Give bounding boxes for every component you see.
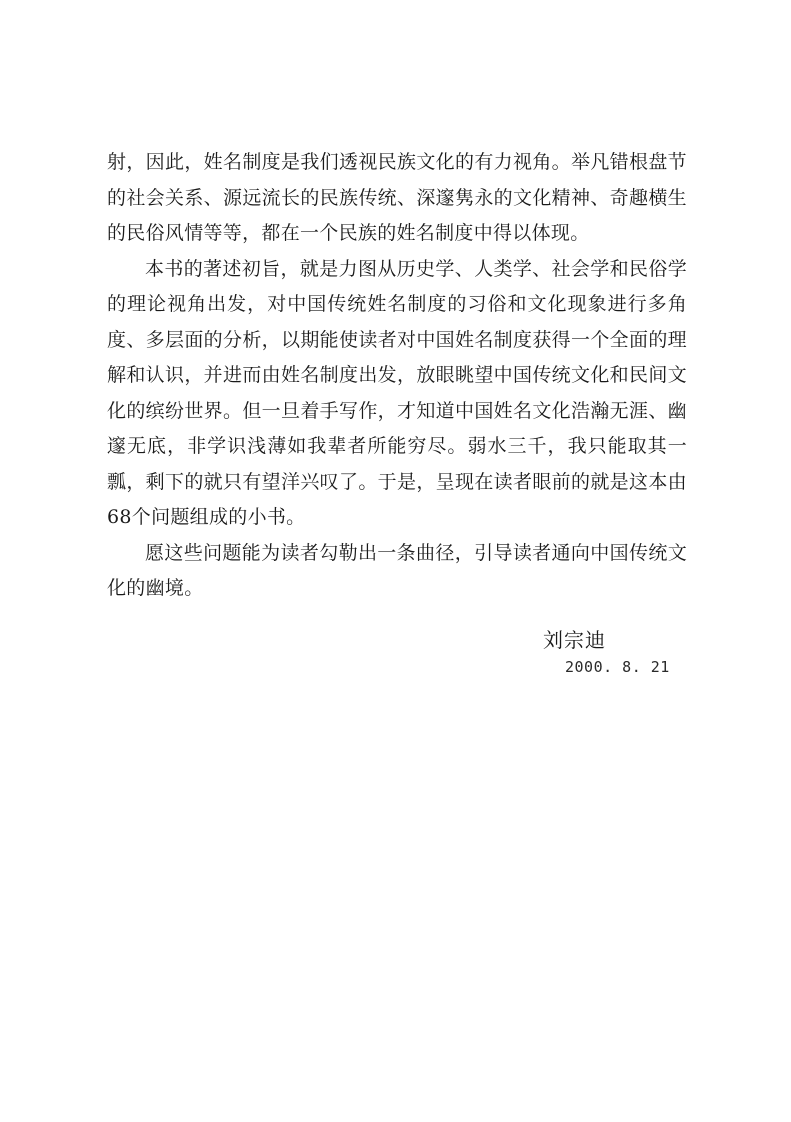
author-signature: 刘宗迪: [543, 628, 606, 652]
body-text: [107, 145, 687, 607]
paragraph-closing: 愿这些问题能为读者勾勒出一条曲径，引导读者通向中国传统文化的幽境。: [107, 541, 687, 599]
paragraph-continuation: 射，因此，姓名制度是我们透视民族文化的有力视角。举凡错根盘节的社会关系、源远流长的民族传统、深邃隽永的文化精神、奇趣横生的民俗风情等等，都在一个民族的姓名制度中得以体现。: [107, 151, 687, 244]
paragraph-purpose: 本书的著述初旨，就是力图从历史学、人类学、社会学和民俗学的理论视角出发，对中国传统姓名制度的习俗和文化现象进行多角度、多层面的分析，以期能使读者对中国姓名制度获得一个全面的理解和认识，并进而由姓名制度出发，放眼眺望中国传统文化和民间文化的缤纷世界。但一旦着手写作，才知道中国姓名文化浩瀚无涯、幽邃无底，非学识浅薄如我辈者所能穷尽。弱水三千，我只能取其一瓢，剩下的就只有望洋兴叹了。于是，呈现在读者眼前的就是这本由68个问题组成的小书。: [107, 257, 687, 528]
signature-date: 2000. 8. 21: [565, 658, 670, 676]
